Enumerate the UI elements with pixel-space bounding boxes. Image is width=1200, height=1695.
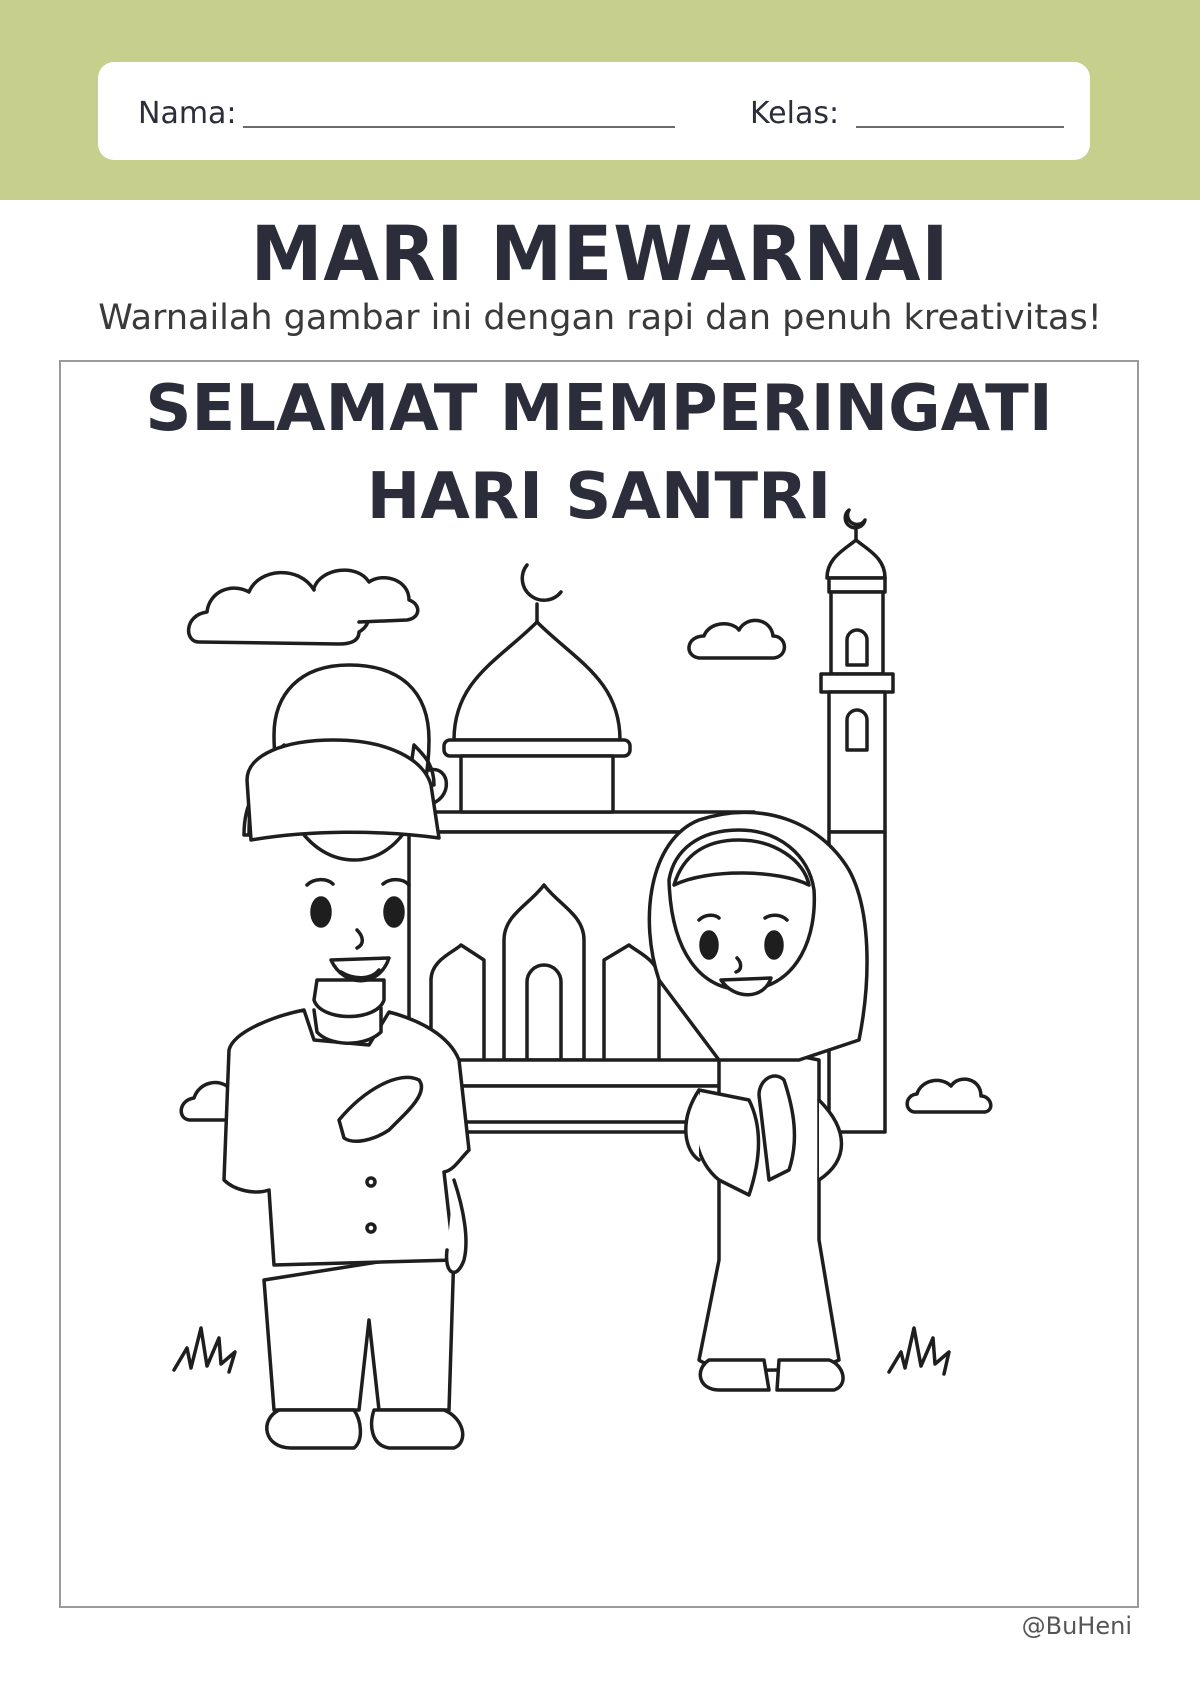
name-label: Nama:	[138, 96, 237, 131]
page-subtitle: Warnailah gambar ini dengan rapi dan penuh kreativitas!	[98, 298, 1102, 338]
grass-icon	[889, 1328, 949, 1374]
grass-icon	[174, 1328, 235, 1372]
page-title: MARI MEWARNAI	[250, 209, 950, 299]
class-label: Kelas:	[750, 96, 840, 131]
cloud-icon	[189, 570, 418, 644]
coloring-headline-line1: SELAMAT MEMPERINGATI	[145, 372, 1053, 446]
boy-figure	[224, 665, 469, 1448]
cloud-icon	[907, 1079, 991, 1112]
coloring-headline-line2: HARI SANTRI	[366, 460, 832, 534]
author-credit: @BuHeni	[1021, 1612, 1132, 1640]
student-info-card	[98, 62, 1090, 160]
coloring-illustration	[59, 360, 1139, 1608]
cloud-icon	[689, 620, 784, 658]
class-field-line[interactable]	[856, 126, 1064, 128]
name-field-line[interactable]	[243, 126, 675, 128]
